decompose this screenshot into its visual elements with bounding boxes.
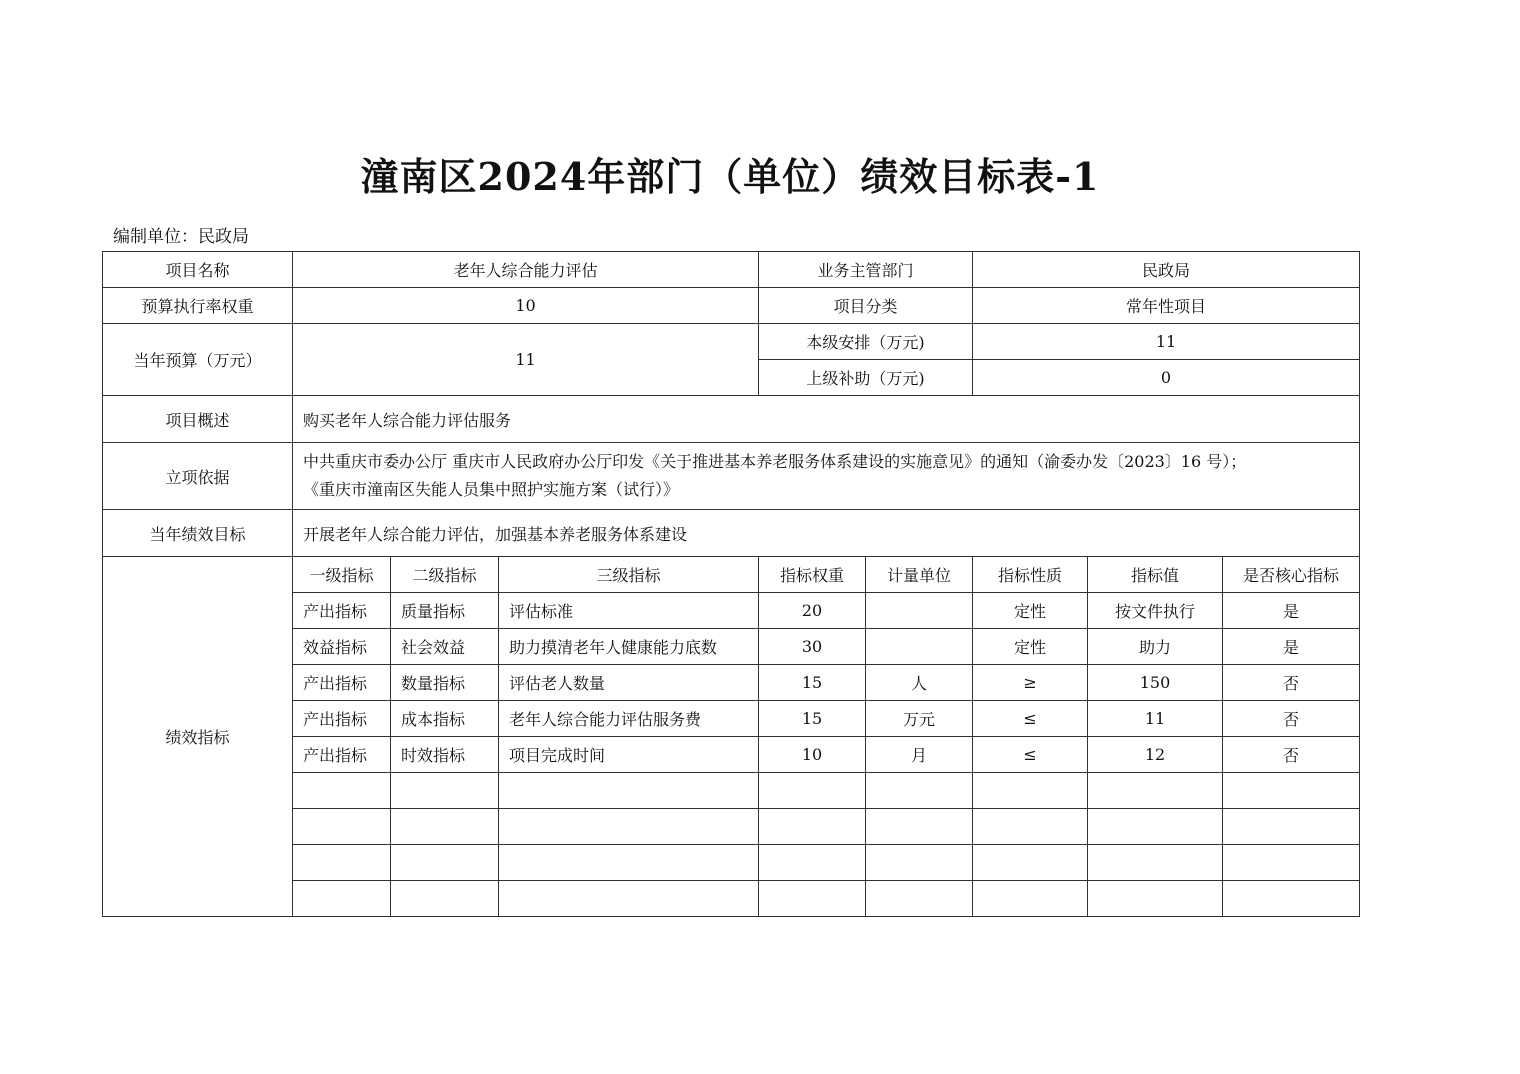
local-label: 本级安排（万元) (759, 324, 973, 360)
goal-value: 开展老年人综合能力评估，加强基本养老服务体系建设 (293, 510, 1360, 557)
indicator-cell-level2 (391, 881, 499, 917)
indicator-cell-value: 12 (1088, 737, 1223, 773)
indicator-cell-unit (866, 629, 973, 665)
indicator-cell-level2 (391, 845, 499, 881)
summary-row (103, 396, 1360, 443)
indicator-cell-value: 150 (1088, 665, 1223, 701)
indicator-cell-weight: 10 (759, 737, 866, 773)
indicator-cell-unit: 万元 (866, 701, 973, 737)
indicator-header-value: 指标值 (1088, 557, 1223, 593)
upper-value: 0 (973, 360, 1360, 396)
indicator-cell-weight: 20 (759, 593, 866, 629)
basis-line-2: 《重庆市潼南区失能人员集中照护实施方案（试行）》 (303, 480, 680, 499)
indicator-cell-value (1088, 845, 1223, 881)
indicator-cell-nature (973, 809, 1088, 845)
dept-label: 业务主管部门 (759, 252, 973, 288)
project-name-label: 项目名称 (103, 252, 293, 288)
indicator-cell-nature: ≤ (973, 701, 1088, 737)
indicator-cell-weight: 15 (759, 701, 866, 737)
indicator-header-level2: 二级指标 (391, 557, 499, 593)
performance-target-table (102, 251, 1360, 917)
budget-row (103, 324, 1360, 360)
indicator-cell-core (1223, 773, 1360, 809)
indicator-header-nature: 指标性质 (973, 557, 1088, 593)
indicator-cell-level2: 社会效益 (391, 629, 499, 665)
indicator-cell-core (1223, 845, 1360, 881)
indicator-cell-core: 是 (1223, 629, 1360, 665)
upper-label: 上级补助（万元) (759, 360, 973, 396)
indicator-header-level3: 三级指标 (499, 557, 759, 593)
summary-value: 购买老年人综合能力评估服务 (293, 396, 1360, 443)
indicator-cell-nature (973, 881, 1088, 917)
indicator-cell-core: 否 (1223, 737, 1360, 773)
weight-label: 预算执行率权重 (103, 288, 293, 324)
indicator-header-unit: 计量单位 (866, 557, 973, 593)
indicator-cell-unit (866, 809, 973, 845)
indicator-cell-core (1223, 881, 1360, 917)
indicator-cell-unit (866, 593, 973, 629)
indicator-cell-level1 (293, 809, 391, 845)
summary-label: 项目概述 (103, 396, 293, 443)
page-title: 潼南区2024年部门（单位）绩效目标表-1 (360, 154, 1100, 199)
goal-row (103, 510, 1360, 557)
project-name-row (103, 252, 1360, 288)
indicator-cell-value (1088, 881, 1223, 917)
indicator-cell-level3: 评估标准 (499, 593, 759, 629)
indicator-cell-level1: 效益指标 (293, 629, 391, 665)
weight-value: 10 (293, 288, 759, 324)
indicator-cell-level3: 助力摸清老年人健康能力底数 (499, 629, 759, 665)
indicator-cell-level3 (499, 845, 759, 881)
indicator-cell-level2 (391, 809, 499, 845)
indicator-cell-nature: 定性 (973, 593, 1088, 629)
dept-value: 民政局 (973, 252, 1360, 288)
indicator-cell-level2: 数量指标 (391, 665, 499, 701)
indicator-cell-level2: 时效指标 (391, 737, 499, 773)
indicator-cell-level1 (293, 845, 391, 881)
indicator-cell-core: 否 (1223, 665, 1360, 701)
indicators-label: 绩效指标 (103, 557, 293, 917)
weight-row (103, 288, 1360, 324)
indicator-cell-value: 助力 (1088, 629, 1223, 665)
indicator-cell-level1: 产出指标 (293, 593, 391, 629)
indicator-cell-level1: 产出指标 (293, 665, 391, 701)
indicator-cell-weight (759, 881, 866, 917)
indicator-cell-level2: 质量指标 (391, 593, 499, 629)
indicator-cell-nature (973, 773, 1088, 809)
indicator-cell-level3 (499, 881, 759, 917)
indicator-cell-level1 (293, 881, 391, 917)
basis-line-1: 中共重庆市委办公厅 重庆市人民政府办公厅印发《关于推进基本养老服务体系建设的实施意见》的通知（渝委办发〔2023〕16 号）； (303, 452, 1247, 471)
compiling-unit: 编制单位：民政局 (113, 227, 249, 247)
indicator-cell-core (1223, 809, 1360, 845)
indicator-cell-level3: 老年人综合能力评估服务费 (499, 701, 759, 737)
indicator-cell-level3 (499, 809, 759, 845)
basis-label: 立项依据 (103, 443, 293, 510)
indicator-cell-value: 11 (1088, 701, 1223, 737)
indicator-cell-nature (973, 845, 1088, 881)
indicator-header-row (103, 557, 1360, 593)
budget-label: 当年预算（万元） (103, 324, 293, 396)
indicator-cell-weight: 15 (759, 665, 866, 701)
indicator-cell-weight (759, 809, 866, 845)
indicator-cell-level2 (391, 773, 499, 809)
indicator-cell-weight: 30 (759, 629, 866, 665)
budget-value: 11 (293, 324, 759, 396)
indicator-cell-level1: 产出指标 (293, 737, 391, 773)
category-value: 常年性项目 (973, 288, 1360, 324)
indicator-header-level1: 一级指标 (293, 557, 391, 593)
indicator-cell-level3: 项目完成时间 (499, 737, 759, 773)
indicator-cell-unit (866, 881, 973, 917)
indicator-cell-weight (759, 845, 866, 881)
indicator-cell-value (1088, 773, 1223, 809)
indicator-cell-nature: ≤ (973, 737, 1088, 773)
indicator-cell-unit: 人 (866, 665, 973, 701)
category-label: 项目分类 (759, 288, 973, 324)
indicator-cell-level2: 成本指标 (391, 701, 499, 737)
basis-row (103, 443, 1360, 510)
indicator-cell-core: 否 (1223, 701, 1360, 737)
basis-value (293, 443, 1360, 510)
indicator-cell-level3 (499, 773, 759, 809)
indicator-cell-unit (866, 845, 973, 881)
indicator-cell-weight (759, 773, 866, 809)
indicator-cell-level1: 产出指标 (293, 701, 391, 737)
indicator-cell-nature: ≥ (973, 665, 1088, 701)
indicator-cell-unit (866, 773, 973, 809)
indicator-cell-core: 是 (1223, 593, 1360, 629)
indicator-cell-nature: 定性 (973, 629, 1088, 665)
local-value: 11 (973, 324, 1360, 360)
indicator-cell-level3: 评估老人数量 (499, 665, 759, 701)
indicator-cell-value (1088, 809, 1223, 845)
indicator-cell-unit: 月 (866, 737, 973, 773)
indicator-header-weight: 指标权重 (759, 557, 866, 593)
indicator-cell-value: 按文件执行 (1088, 593, 1223, 629)
indicator-cell-level1 (293, 773, 391, 809)
goal-label: 当年绩效目标 (103, 510, 293, 557)
project-name-value: 老年人综合能力评估 (293, 252, 759, 288)
indicator-header-core: 是否核心指标 (1223, 557, 1360, 593)
